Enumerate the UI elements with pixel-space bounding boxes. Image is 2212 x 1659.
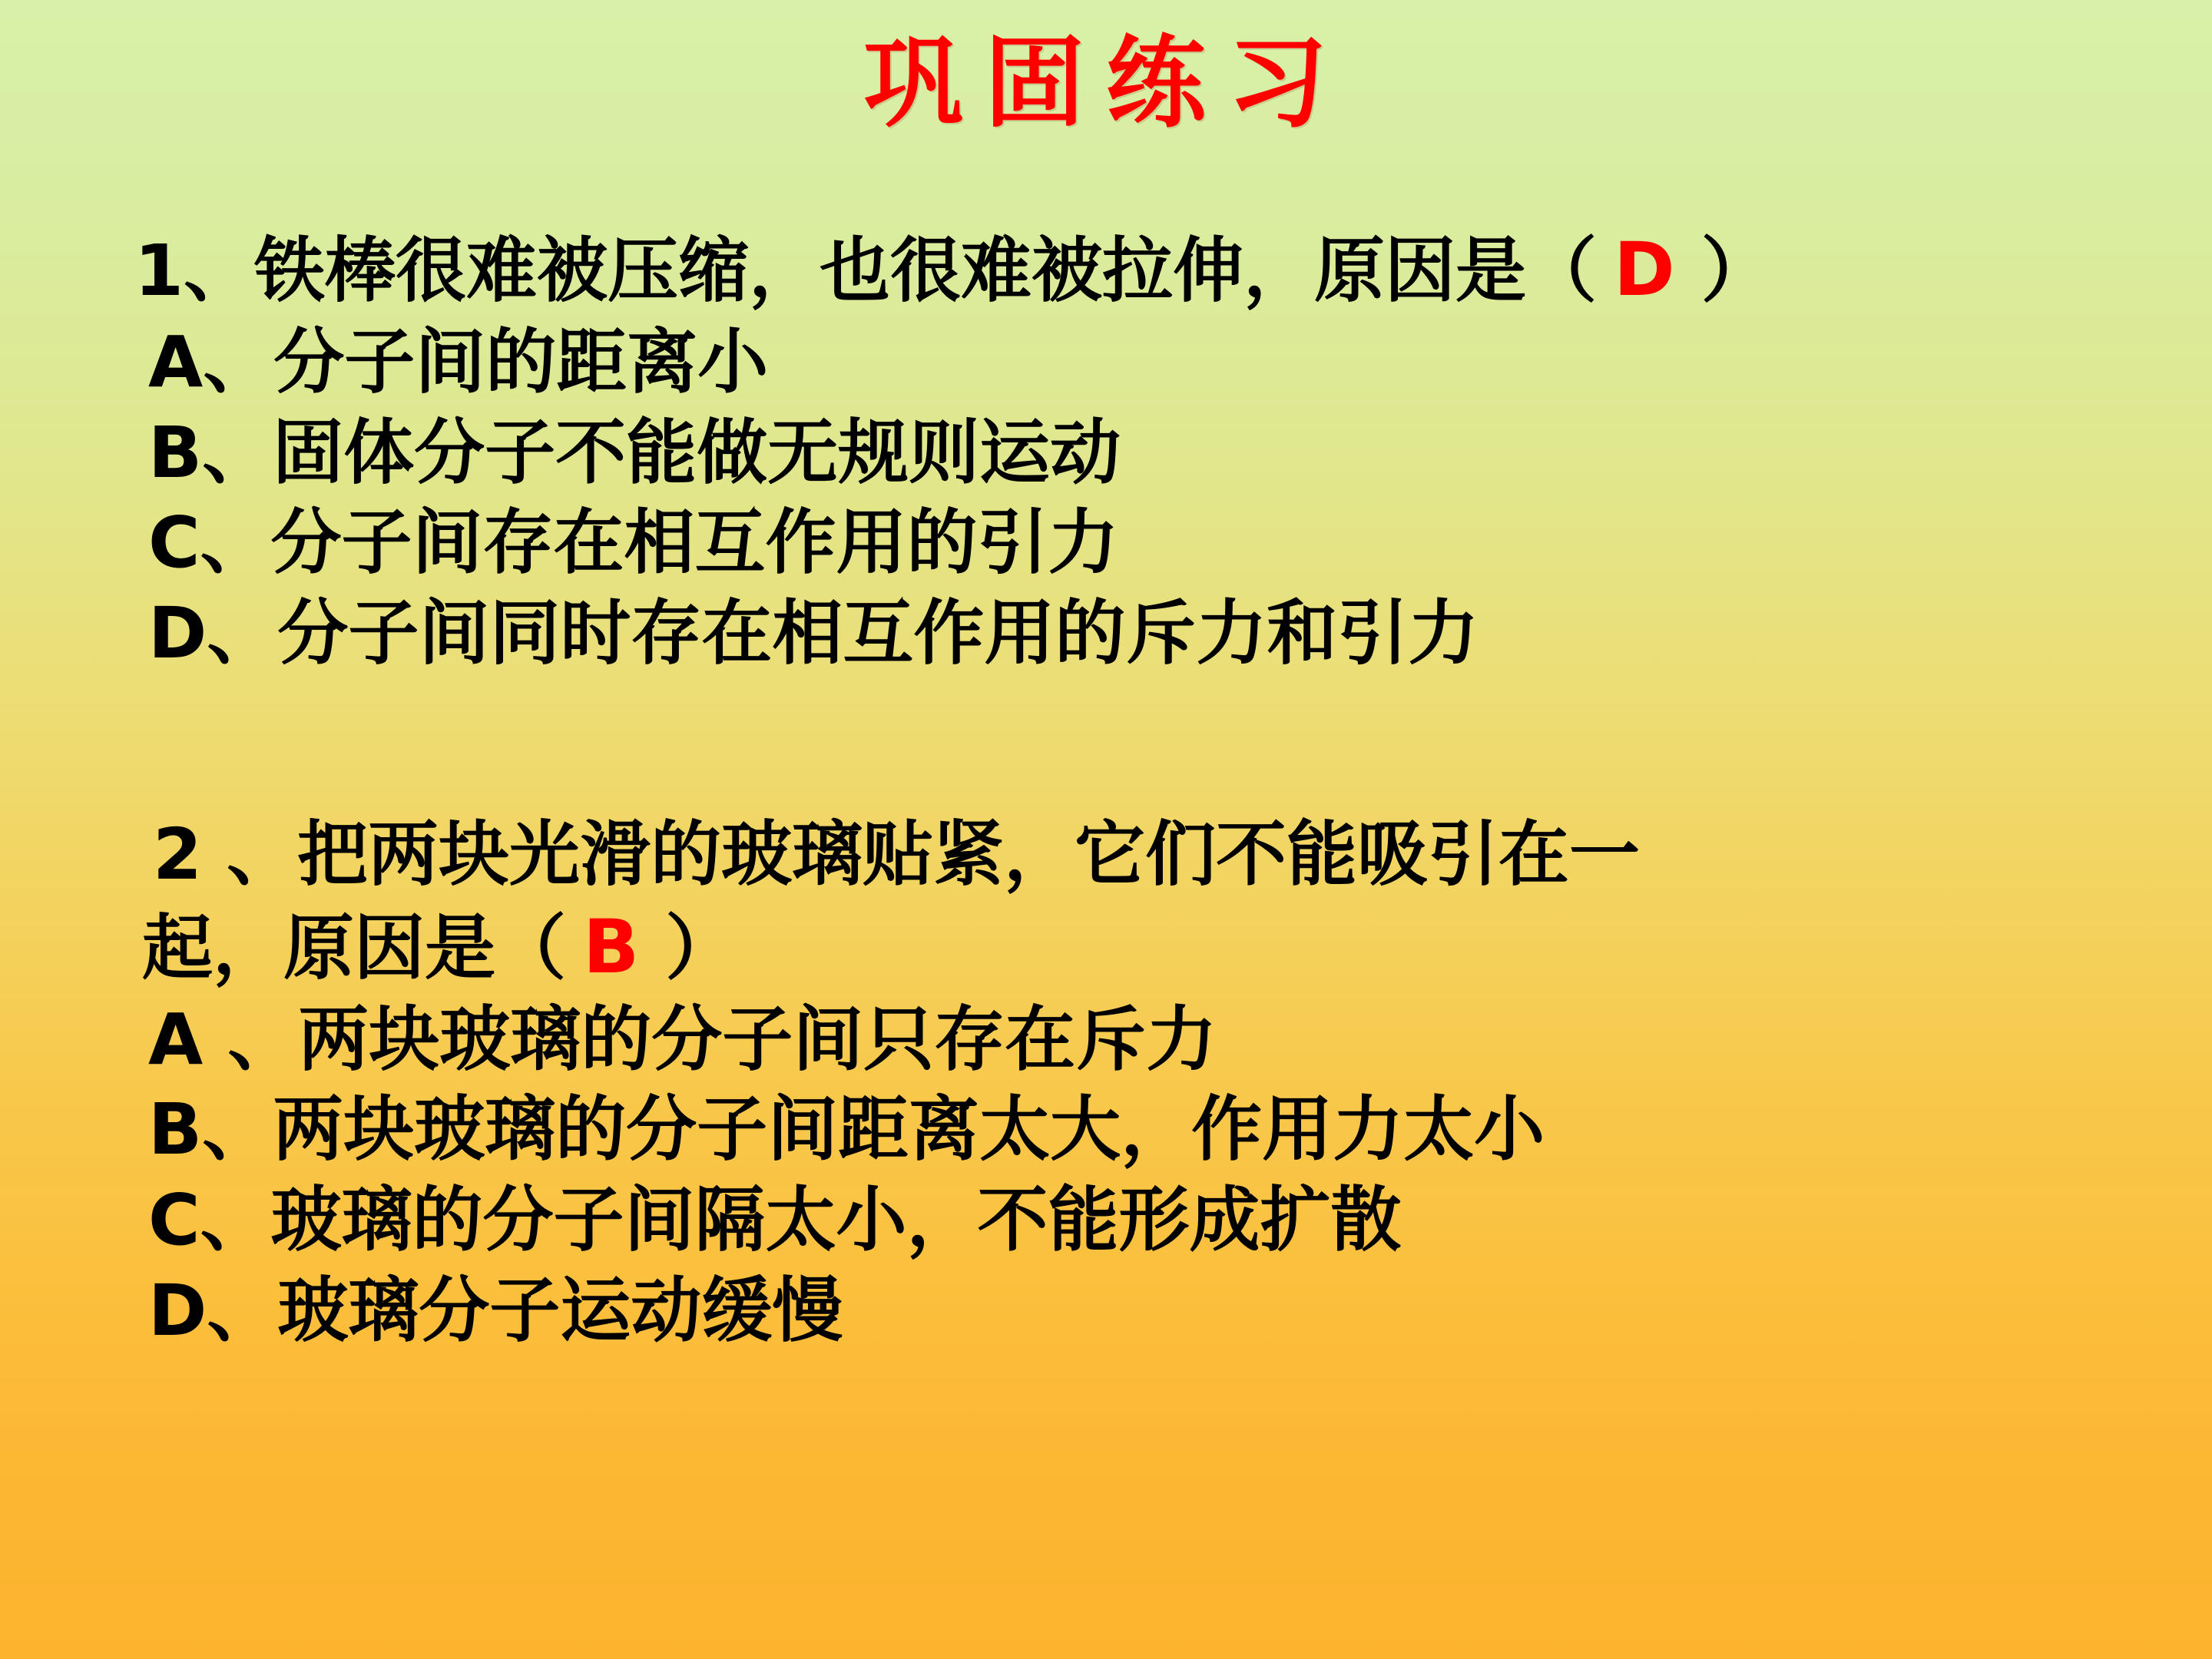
- option-separator: 、: [203, 997, 299, 1081]
- option-label: A: [148, 320, 204, 403]
- question-2-option-c: [134, 1175, 2162, 1266]
- option-label: C: [148, 502, 200, 584]
- question-2-number: 2 、: [153, 813, 298, 896]
- question-1-option-b: [134, 408, 2162, 498]
- question-2-option-a: [134, 995, 2162, 1085]
- option-text: 两块玻璃的分子间只存在斥力: [298, 997, 1217, 1081]
- question-1-answer: D: [1614, 227, 1675, 313]
- question-1: [134, 223, 2162, 679]
- slide-content: [134, 223, 2162, 1356]
- question-2-option-b: [134, 1084, 2162, 1175]
- question-1-stem: [134, 223, 2162, 317]
- page-title: 巩固练习: [863, 25, 1349, 141]
- option-label: C: [148, 1179, 200, 1261]
- option-text: 两块玻璃的分子间距离太大，作用力太小: [273, 1088, 1545, 1171]
- question-2-stem-line1: [134, 810, 2162, 900]
- question-2-stem-text: 把两块光滑的玻璃贴紧，它们不能吸引在一: [297, 812, 1641, 896]
- question-1-stem-text: 铁棒很难被压缩，也很难被拉伸，原因是（: [254, 229, 1598, 312]
- option-label: B: [148, 1088, 203, 1171]
- option-label: B: [148, 411, 203, 494]
- option-label: A: [148, 998, 204, 1081]
- question-1-option-c: [134, 498, 2162, 588]
- option-separator: 、: [207, 1268, 278, 1352]
- question-1-number: 1、: [134, 230, 255, 312]
- question-2-option-d: [134, 1266, 2162, 1356]
- question-1-stem-close: ）: [1700, 229, 1772, 312]
- option-label: D: [148, 592, 207, 675]
- question-1-option-d: [134, 588, 2162, 679]
- question-2-stem-close: ）: [665, 906, 737, 989]
- option-text: 固体分子不能做无规则运动: [273, 410, 1121, 494]
- option-label: D: [148, 1269, 207, 1352]
- option-separator: 、: [202, 410, 273, 494]
- option-text: 分子间存在相互作用的引力: [270, 501, 1119, 584]
- option-separator: 、: [207, 591, 278, 675]
- question-2: [134, 810, 2162, 1356]
- option-separator: 、: [203, 320, 274, 403]
- question-2-answer: B: [583, 903, 640, 990]
- option-text: 玻璃的分子间隔太小，不能形成扩散: [270, 1178, 1402, 1261]
- option-text: 玻璃分子运动缓慢: [277, 1268, 843, 1352]
- option-text: 分子间的距离小: [273, 320, 769, 403]
- option-separator: 、: [200, 501, 271, 584]
- question-2-stem-text-2: 起，原因是（: [142, 906, 567, 989]
- option-text: 分子间同时存在相互作用的斥力和引力: [277, 591, 1479, 675]
- option-separator: 、: [202, 1088, 273, 1171]
- question-1-option-a: [134, 317, 2162, 408]
- question-2-stem-line2: [134, 900, 2162, 995]
- option-separator: 、: [200, 1178, 271, 1261]
